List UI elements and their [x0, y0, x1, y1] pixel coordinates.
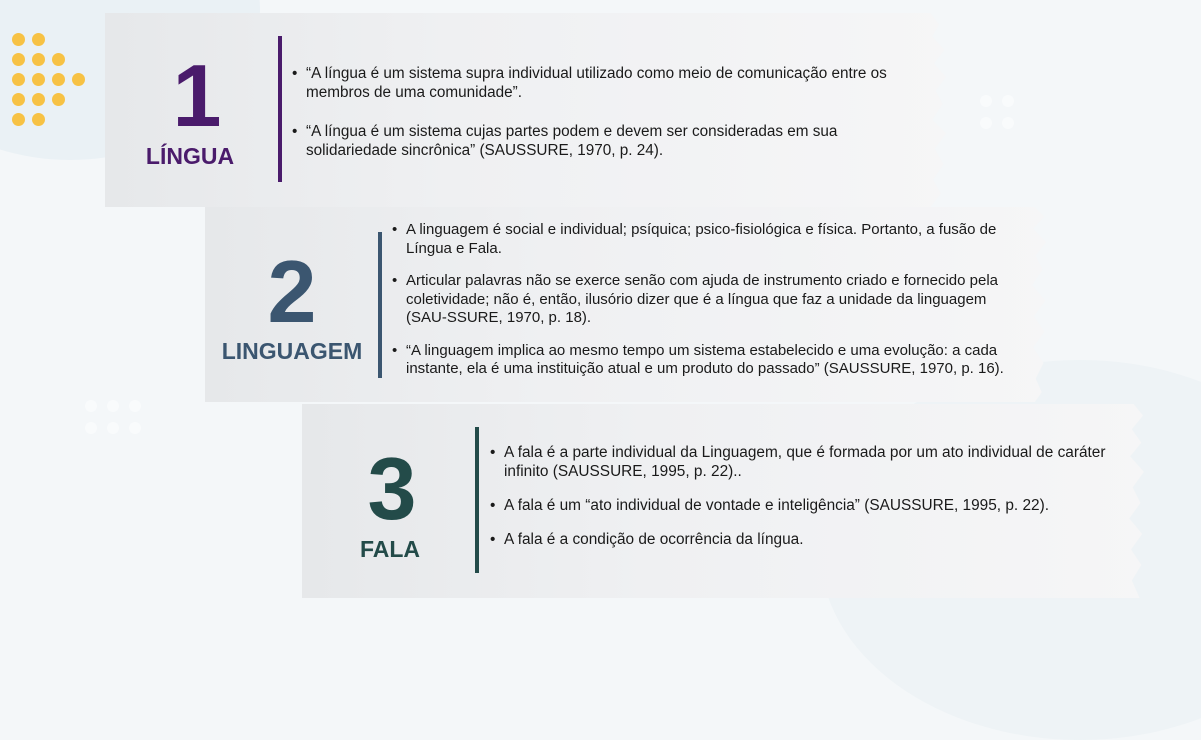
decor-dot [52, 93, 65, 106]
decor-dot [32, 113, 45, 126]
card-title: FALA [359, 536, 421, 562]
bullet-item: • “A língua é um sistema cujas partes podem e devem ser consideradas em sua solidariedade sincrônica” (SAUSSURE, 1970, p. 24). [292, 122, 922, 160]
bullet-item: • A fala é a condição de ocorrência da língua. [490, 530, 1140, 549]
dot-arrow-decoration [12, 33, 92, 143]
decor-dot [32, 73, 45, 86]
card-number: 2 [267, 242, 313, 341]
decor-dot [52, 53, 65, 66]
decor-dot [32, 53, 45, 66]
decor-dot [32, 33, 45, 46]
bullet-item: • A fala é um “ato individual de vontade e inteligência” (SAUSSURE, 1995, p. 22). [490, 496, 1140, 515]
faint-dot-pattern-left [85, 400, 225, 480]
bullet-item: • A fala é a parte individual da Linguagem, que é formada por um ato individual de caráter infinito (SAUSSURE, 1995, p. 22).. [490, 443, 1140, 481]
card-divider [278, 36, 282, 182]
card-number: 3 [367, 439, 413, 538]
decor-dot [12, 73, 25, 86]
card-divider [475, 427, 479, 573]
bullet-list [490, 443, 1140, 564]
card-divider [378, 232, 382, 378]
card-title: LÍNGUA [145, 143, 235, 169]
bullet-list [292, 64, 922, 180]
card-number: 1 [172, 46, 218, 145]
decor-dot [72, 73, 85, 86]
bullet-list [392, 221, 1022, 393]
bullet-item: • A linguagem é social e individual; psíquica; psico-fisiológica e física. Portanto, a fusão de Língua e Fala. [392, 221, 1022, 258]
decor-dot [52, 73, 65, 86]
card-title: LINGUAGEM [221, 338, 363, 364]
decor-dot [12, 93, 25, 106]
decor-dot [12, 53, 25, 66]
decor-dot [12, 33, 25, 46]
bullet-item: • “A língua é um sistema supra individual utilizado como meio de comunicação entre os membros de uma comunidade”. [292, 64, 922, 102]
faint-dot-pattern-right [980, 95, 1120, 175]
bullet-item: • “A linguagem implica ao mesmo tempo um sistema estabelecido e uma evolução: a cada instante, ela é uma instituição atual e um produto do passado” (SAUSSURE, 1970, p. 16). [392, 342, 1022, 379]
decor-dot [12, 113, 25, 126]
decor-dot [32, 93, 45, 106]
bullet-item: • Articular palavras não se exerce senão com ajuda de instrumento criado e fornecido pela coletividade; não é, então, ilusório dizer que é a língua que faz a unidade da linguagem (SAU-SSURE, 1970, p. 18). [392, 272, 1022, 328]
